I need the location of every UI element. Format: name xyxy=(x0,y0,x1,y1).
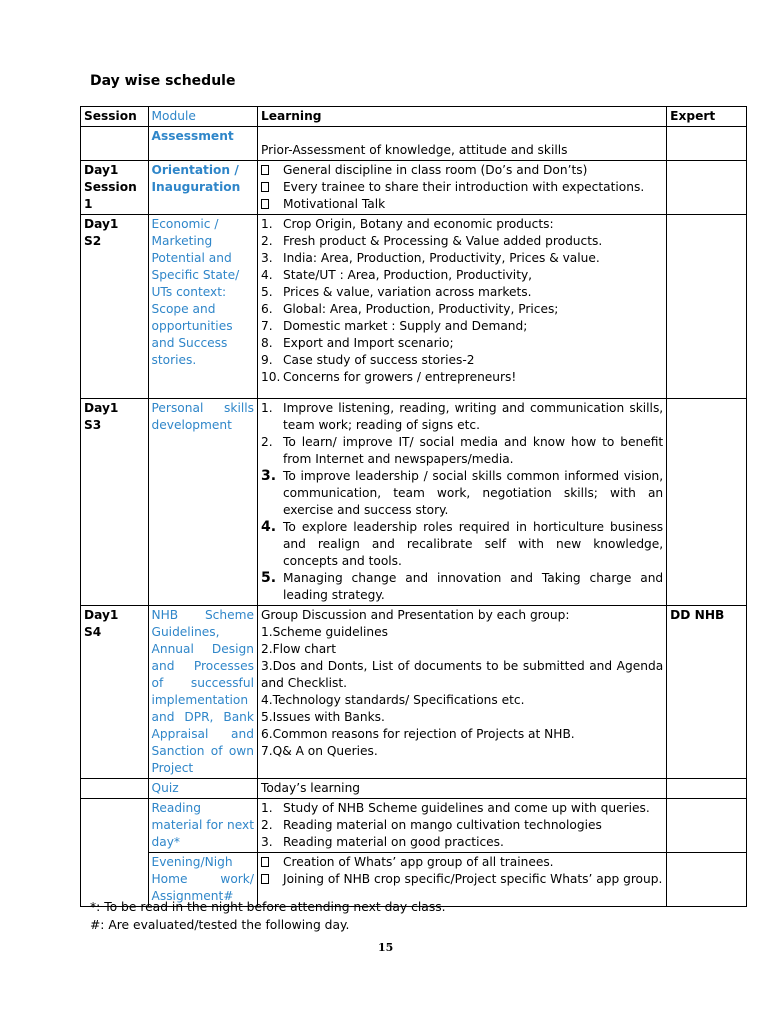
bullet-box-icon xyxy=(261,182,269,192)
list-item: 1. Study of NHB Scheme guidelines and come up with queries. xyxy=(260,801,650,815)
list-item: 5. Managing change and innovation and Taking charge and leading strategy. xyxy=(260,570,664,602)
table-row-s2 xyxy=(81,215,747,399)
module-cell: Orientation / Inauguration xyxy=(148,161,257,215)
module-cell: Assessment xyxy=(148,127,257,161)
list-item: 7.Q& A on Queries. xyxy=(260,744,378,758)
table-row-assessment xyxy=(81,127,747,161)
list-item: 5.Issues with Banks. xyxy=(260,710,385,724)
list-item: 2. Reading material on mango cultivation technologies xyxy=(260,818,602,832)
bullet-box-icon xyxy=(261,874,269,884)
table-row-orientation xyxy=(81,161,747,215)
expert-cell xyxy=(667,399,747,606)
bullet-box-icon xyxy=(261,857,269,867)
list-item: 8. Export and Import scenario; xyxy=(260,336,454,350)
learning-cell xyxy=(257,606,666,779)
page-number: 15 xyxy=(378,941,394,954)
learning-cell: Prior-Assessment of knowledge, attitude and skills xyxy=(257,127,666,161)
list-item: 4.Technology standards/ Specifications etc. xyxy=(260,693,525,707)
header-learning: Learning xyxy=(257,107,666,127)
learning-cell xyxy=(257,399,666,606)
list-item: General discipline in class room (Do’s and Don’ts) xyxy=(261,162,663,179)
table-header-row xyxy=(81,107,747,127)
list-item: 1.Scheme guidelines xyxy=(260,625,388,639)
session-cell xyxy=(81,799,149,907)
header-session: Session xyxy=(81,107,149,127)
bullet-box-icon xyxy=(261,199,269,209)
table-row-evening xyxy=(81,853,747,907)
session-cell: Day1 S2 xyxy=(81,215,149,399)
session-cell: Day1 S3 xyxy=(81,399,149,606)
module-cell: Reading material for next day* xyxy=(148,799,257,853)
list-item: 3. To improve leadership / social skills common informed vision, communication, team work, negotiation skills; with an exercise and success story. xyxy=(260,468,664,517)
table-row-reading xyxy=(81,799,747,853)
footnote-asterisk: *: To be read in the night before attending next day class. xyxy=(90,900,446,914)
page-title: Day wise schedule xyxy=(90,73,236,89)
learning-cell xyxy=(257,799,666,853)
session-cell: Day1 S4 xyxy=(81,606,149,779)
schedule-table xyxy=(80,106,747,907)
header-module: Module xyxy=(148,107,257,127)
expert-cell xyxy=(667,779,747,799)
list-item: 2. Fresh product & Processing & Value added products. xyxy=(260,234,603,248)
list-item: 1. Crop Origin, Botany and economic products: xyxy=(260,217,554,231)
learning-cell xyxy=(257,215,666,399)
group-discussion-intro: Group Discussion and Presentation by each group: xyxy=(260,608,570,622)
list-item: 7. Domestic market : Supply and Demand; xyxy=(260,319,528,333)
session-cell: Day1 Session 1 xyxy=(81,161,149,215)
list-item: Joining of NHB crop specific/Project specific Whats’ app group. xyxy=(261,871,663,888)
expert-cell xyxy=(667,127,747,161)
footnote-hash: #: Are evaluated/tested the following day. xyxy=(90,918,350,932)
list-item: 2.Flow chart xyxy=(260,642,336,656)
learning-cell: Today’s learning xyxy=(257,779,666,799)
table-row-s3 xyxy=(81,399,747,606)
list-item: 6. Global: Area, Production, Productivity, Prices; xyxy=(260,302,559,316)
expert-cell xyxy=(667,853,747,907)
expert-cell xyxy=(667,799,747,853)
list-item: 3.Dos and Donts, List of documents to be submitted and Agenda and Checklist. xyxy=(260,659,664,690)
learning-cell xyxy=(257,853,666,907)
list-item: 5. Prices & value, variation across markets. xyxy=(260,285,532,299)
list-item: Creation of Whats’ app group of all trainees. xyxy=(261,854,663,871)
expert-cell xyxy=(667,161,747,215)
module-cell: Evening/Nigh Home work/ Assignment# xyxy=(148,853,257,907)
expert-cell: DD NHB xyxy=(667,606,747,779)
bullet-box-icon xyxy=(261,165,269,175)
module-cell: Quiz xyxy=(148,779,257,799)
list-item: 2. To learn/ improve IT/ social media and know how to benefit from Internet and newspapers/media. xyxy=(260,435,664,466)
module-cell: Economic / Marketing Potential and Specific State/ UTs context: Scope and opportunities and Success stories. xyxy=(148,215,257,399)
list-item: Motivational Talk xyxy=(261,196,663,213)
list-item: 9. Case study of success stories-2 xyxy=(260,353,475,367)
module-cell: Personal skills development xyxy=(148,399,257,606)
list-item: Every trainee to share their introduction with expectations. xyxy=(261,179,663,196)
table-row-s4 xyxy=(81,606,747,779)
header-expert: Expert xyxy=(667,107,747,127)
table-row-quiz xyxy=(81,779,747,799)
module-cell: NHB Scheme Guidelines, Annual Design and Processes of successful implementation and DPR, Bank Appraisal and Sanction of own Project xyxy=(148,606,257,779)
list-item: 10. Concerns for growers / entrepreneurs! xyxy=(260,370,517,384)
session-cell xyxy=(81,127,149,161)
list-item: 4. To explore leadership roles required in horticulture business and realign and recalibrate self with new knowledge, concepts and tools. xyxy=(260,519,664,568)
list-item: 6.Common reasons for rejection of Projects at NHB. xyxy=(260,727,575,741)
list-item: 3. Reading material on good practices. xyxy=(260,835,504,849)
session-cell xyxy=(81,779,149,799)
learning-cell xyxy=(257,161,666,215)
expert-cell xyxy=(667,215,747,399)
list-item: 3. India: Area, Production, Productivity, Prices & value. xyxy=(260,251,600,265)
list-item: 1. Improve listening, reading, writing and communication skills, team work; reading of signs etc. xyxy=(260,401,664,432)
list-item: 4. State/UT : Area, Production, Productivity, xyxy=(260,268,533,282)
